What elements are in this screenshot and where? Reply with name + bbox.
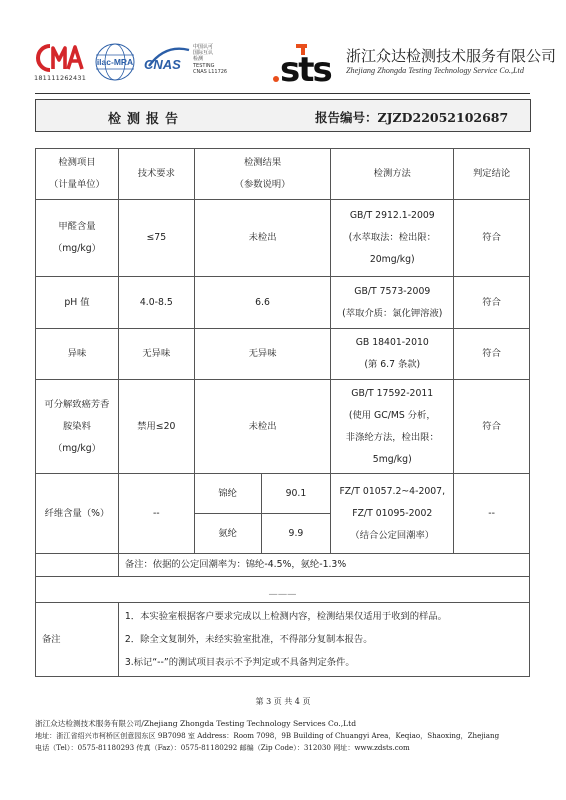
- item-cell: pH 值: [36, 277, 119, 329]
- report-title-bar: [35, 99, 531, 132]
- ilac-globe-icon: [92, 42, 138, 82]
- header-divider: [35, 93, 530, 94]
- conclusion-cell: 符合: [454, 329, 530, 380]
- cnas-logo: [143, 42, 235, 82]
- requirement-cell: --: [118, 474, 194, 554]
- ilac-mra-logo: [92, 42, 138, 82]
- method-cell: GB 18401-2010 (第 6.7 条款): [331, 329, 454, 380]
- cma-logo: [34, 42, 86, 84]
- result-cell: 无异味: [194, 329, 331, 380]
- conclusion-cell: 符合: [454, 277, 530, 329]
- table-row-azo-dyes: [36, 380, 530, 474]
- fiber-name-cell: 锦纶: [194, 474, 261, 514]
- fiber-name-cell: 氨纶: [194, 514, 261, 554]
- cma-mark-icon: [34, 42, 86, 74]
- requirement-cell: 禁用≤20: [118, 380, 194, 474]
- cma-number: 181111262431: [34, 74, 87, 82]
- result-cell: 6.6: [194, 277, 331, 329]
- fiber-value-cell: 9.9: [261, 514, 331, 554]
- item-cell: 可分解致癌芳香 胺染料 （mg/kg）: [36, 380, 119, 474]
- method-cell: GB/T 17592-2011 (使用 GC/MS 分析， 非涤纶方法，检出限： 5mg/kg): [331, 380, 454, 474]
- sts-mark-icon: [272, 44, 336, 84]
- svg-text:sts: sts: [280, 50, 331, 84]
- cnas-mark-icon: [143, 42, 193, 78]
- table-row-ph: [36, 277, 530, 329]
- remarks-label: 备注: [36, 603, 119, 677]
- table-row-remarks: [36, 603, 530, 677]
- header-method: 检测方法: [331, 149, 454, 200]
- result-cell: 未检出: [194, 200, 331, 277]
- table-row-fiber-1: [36, 474, 530, 514]
- fiber-value-cell: 90.1: [261, 474, 331, 514]
- item-cell: 纤维含量（%）: [36, 474, 119, 554]
- header-requirement: 技术要求: [118, 149, 194, 200]
- footer-company: 浙江众达检测技术服务有限公司/Zhejiang Zhongda Testing Technology Services Co.,Ltd: [35, 719, 357, 728]
- item-cell: 异味: [36, 329, 119, 380]
- table-header-row: [36, 149, 530, 200]
- requirement-cell: 无异味: [118, 329, 194, 380]
- header-conclusion: 判定结论: [454, 149, 530, 200]
- separator-mark: ———: [36, 577, 530, 603]
- company-name-cn: 浙江众达检测技术服务有限公司: [346, 47, 557, 65]
- conclusion-cell: 符合: [454, 200, 530, 277]
- company-name-en: Zhejiang Zhongda Testing Technology Service Co.,Ltd: [346, 66, 524, 75]
- report-number: 报告编号：ZJZD22052102687: [315, 110, 509, 125]
- table-row-formaldehyde: [36, 200, 530, 277]
- requirement-cell: ≤75: [118, 200, 194, 277]
- fiber-note: 备注：依据的公定回潮率为：锦纶-4.5%，氨纶-1.3%: [118, 554, 529, 577]
- footer-address: 地址：浙江省绍兴市柯桥区创意园东区 9B7098 室 Address：Room 7098，9B Building of Chuangyi Area，Keqiao，Shaoxing，Zhejiang: [35, 731, 500, 740]
- item-cell: 甲醛含量 （mg/kg）: [36, 200, 119, 277]
- table-row-odor: [36, 329, 530, 380]
- page-number: 第 3 页 共 4 页: [255, 697, 311, 706]
- remarks-text: 1．本实验室根据客户要求完成以上检测内容，检测结果仅适用于收到的样品。 2．除全文复制外，未经实验室批准，不得部分复制本报告。 3.标记“--”的测试项目表示不予判定或不具备判定条件。: [118, 603, 529, 677]
- conclusion-cell: --: [454, 474, 530, 554]
- method-cell: GB/T 7573-2009 (萃取介质：氯化钾溶液): [331, 277, 454, 329]
- results-table: [35, 148, 530, 677]
- method-cell: GB/T 2912.1-2009 (水萃取法：检出限： 20mg/kg): [331, 200, 454, 277]
- footer-contact: 电话（Tel）：0575-81180293 传真（Faz）：0575-81180292 邮编（Zip Code）：312030 网址：www.zdsts.com: [35, 743, 410, 752]
- svg-text:CNAS: CNAS: [144, 57, 181, 72]
- requirement-cell: 4.0-8.5: [118, 277, 194, 329]
- table-row-separator: [36, 577, 530, 603]
- result-cell: 未检出: [194, 380, 331, 474]
- sts-logo: [272, 44, 336, 84]
- header-item: 检测项目 （计量单位）: [36, 149, 119, 200]
- conclusion-cell: 符合: [454, 380, 530, 474]
- method-cell: FZ/T 01057.2~4-2007, FZ/T 01095-2002 （结合公定回潮率）: [331, 474, 454, 554]
- report-title: 检测报告: [108, 112, 185, 127]
- table-row-fiber-note: [36, 554, 530, 577]
- cnas-accreditation-text: 中国认可 国际互认 检测 TESTING CNAS L11726: [193, 44, 228, 75]
- svg-text:ilac-MRA: ilac-MRA: [96, 57, 134, 67]
- header-result: 检测结果 （参数说明）: [194, 149, 331, 200]
